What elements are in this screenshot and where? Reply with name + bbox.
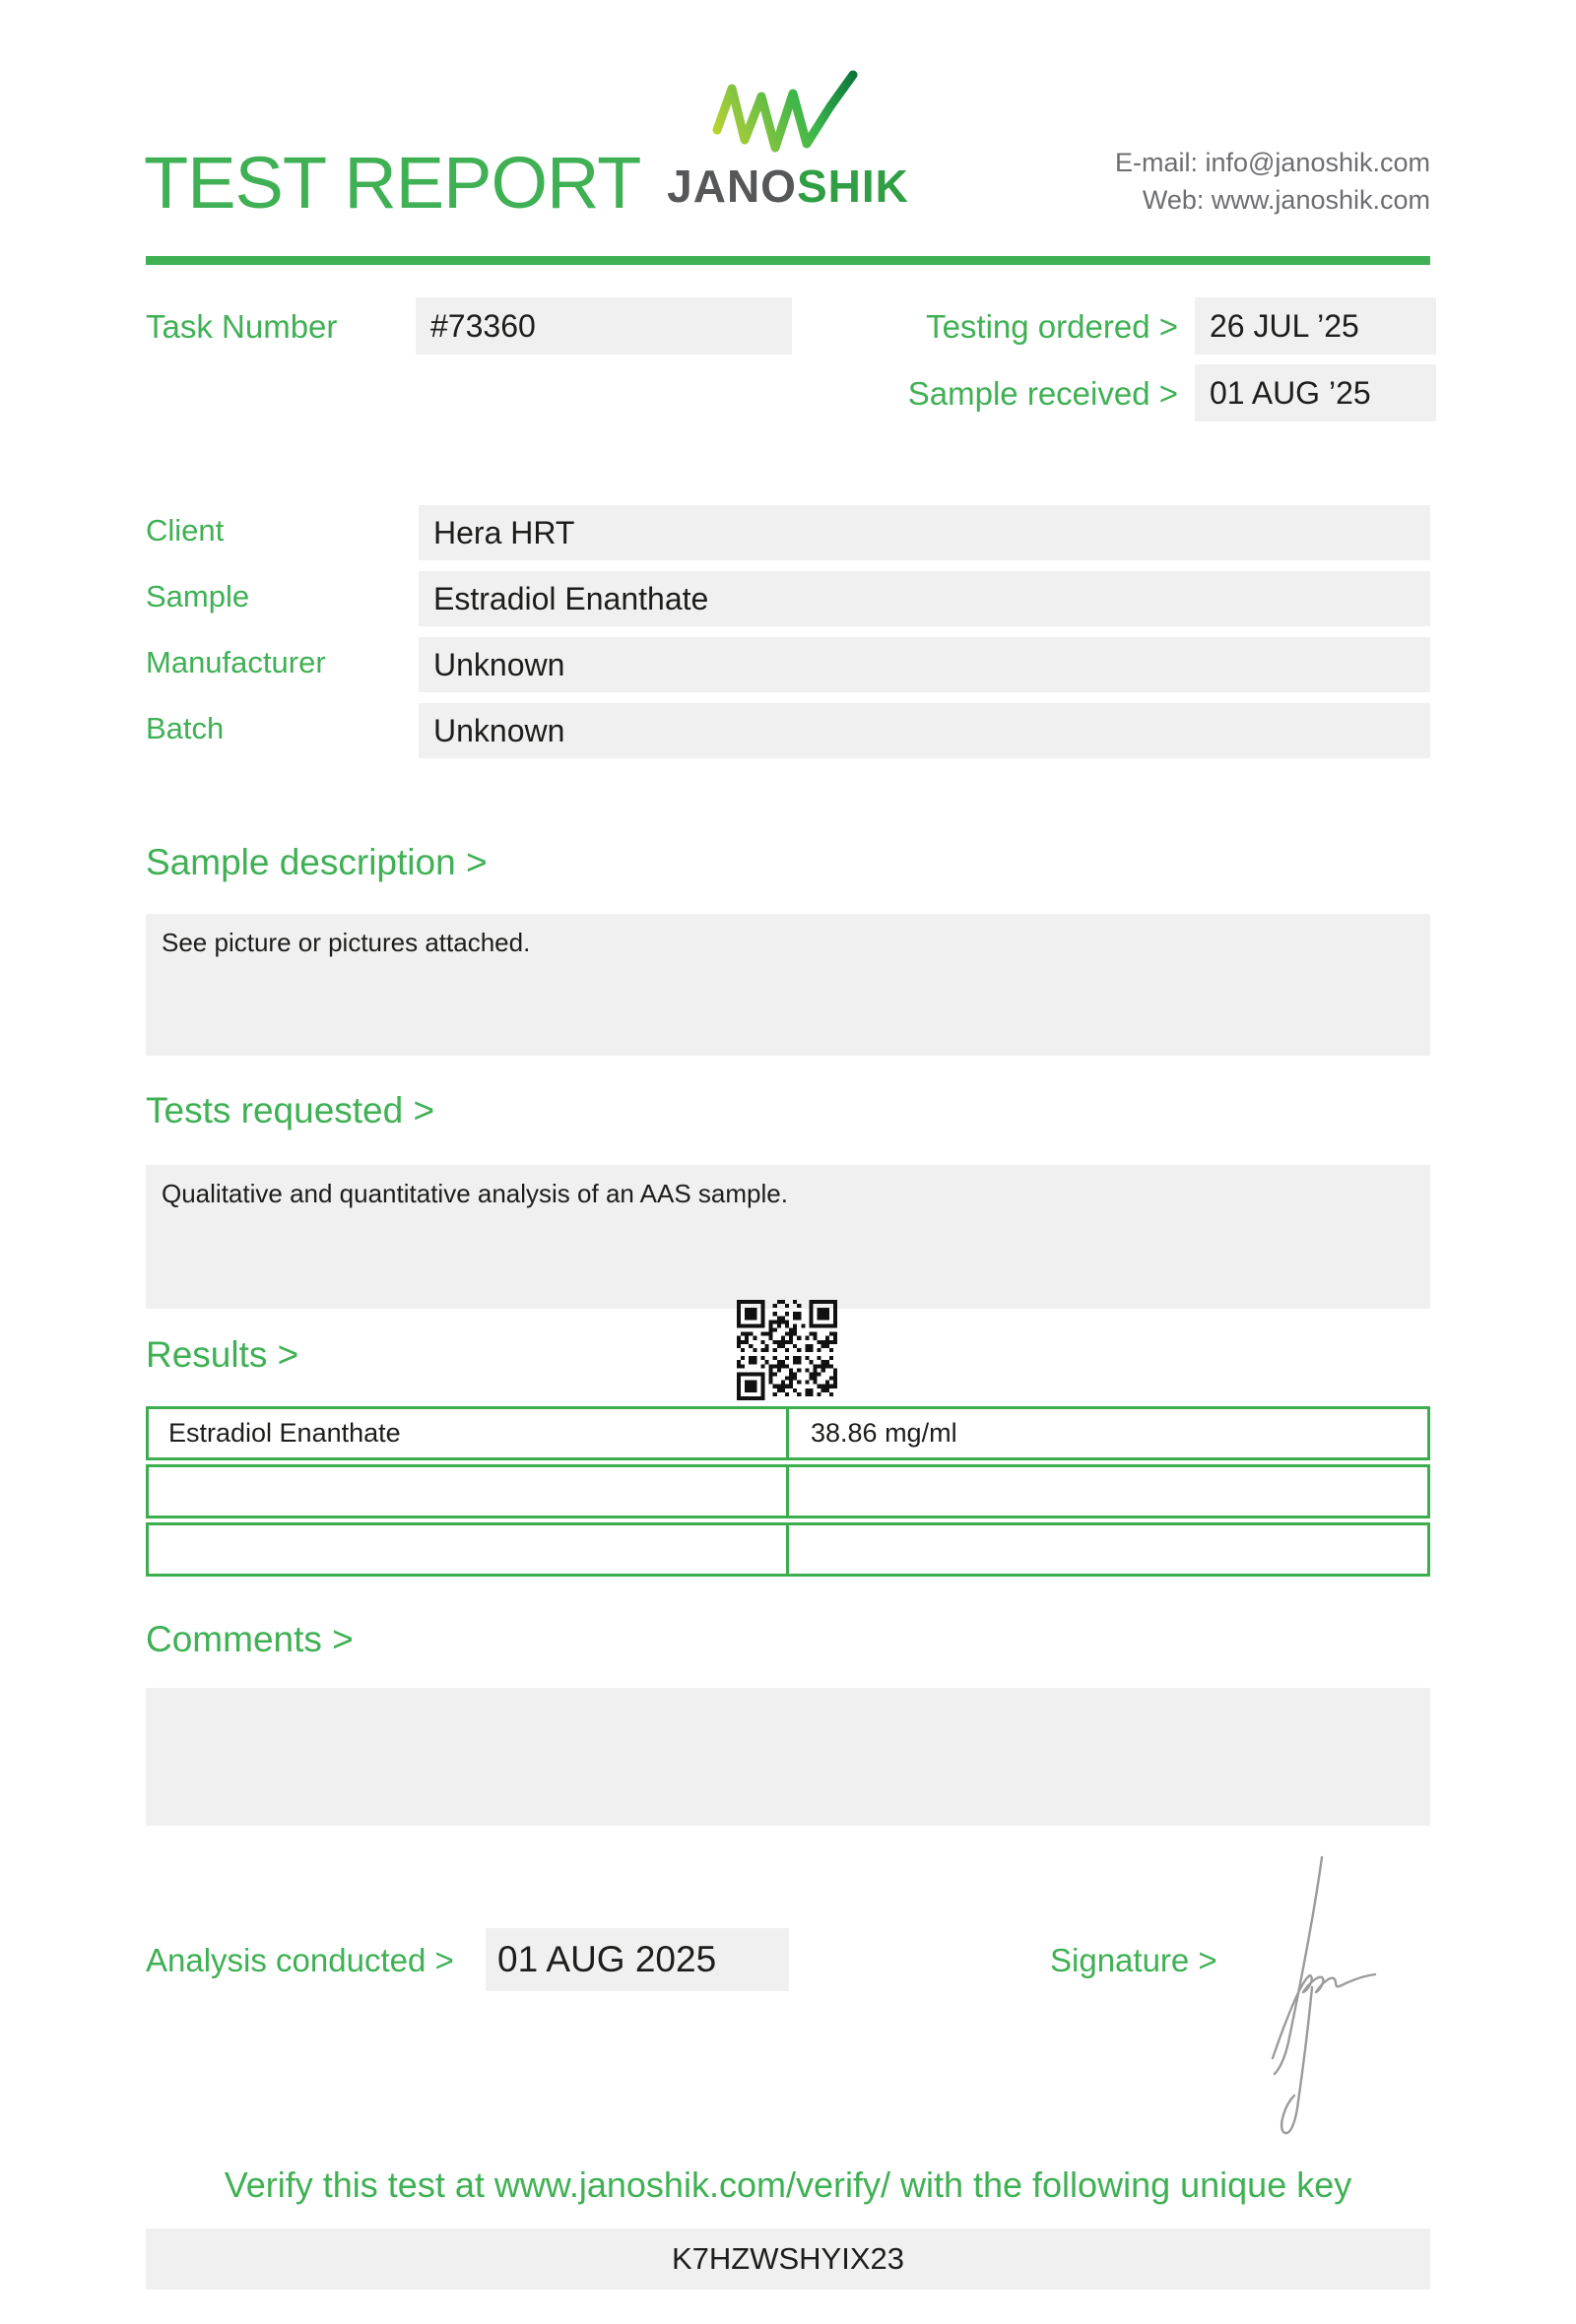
results-table-row	[146, 1522, 1430, 1577]
page-title: TEST REPORT	[144, 142, 641, 224]
sample-description-heading: Sample description >	[146, 842, 488, 882]
contact-web: Web: www.janoshik.com	[1142, 185, 1430, 215]
logo	[667, 160, 909, 213]
result-substance: Estradiol Enanthate	[149, 1409, 789, 1457]
tests-requested-text: Qualitative and quantitative analysis of an AAS sample.	[162, 1179, 788, 1208]
results-table-row	[146, 1406, 1430, 1460]
growth-chart-icon	[707, 67, 867, 161]
result-substance	[149, 1525, 789, 1574]
client-value: Hera HRT	[419, 505, 1430, 560]
header-divider	[146, 256, 1430, 265]
manufacturer-label: Manufacturer	[146, 645, 326, 679]
result-substance	[149, 1467, 789, 1516]
logo-shik: SHIK	[796, 161, 909, 212]
analysis-conducted-label: Analysis conducted >	[146, 1942, 454, 1978]
task-number-value: #73360	[416, 297, 792, 355]
results-table-row	[146, 1464, 1430, 1518]
client-label: Client	[146, 513, 225, 548]
signature-label: Signature >	[1050, 1942, 1217, 1978]
comments-heading: Comments >	[146, 1619, 354, 1659]
task-number-label: Task Number	[146, 308, 338, 345]
result-concentration: 38.86 mg/ml	[811, 1418, 957, 1448]
batch-value: Unknown	[419, 703, 1430, 758]
unique-key-box	[146, 2228, 1430, 2290]
sample-received-label: Sample received >	[907, 375, 1178, 412]
testing-ordered-label: Testing ordered >	[926, 308, 1178, 345]
sample-label: Sample	[146, 579, 250, 613]
logo-jano: JANO	[667, 161, 797, 212]
result-concentration	[789, 1525, 1427, 1574]
result-concentration	[789, 1467, 1427, 1516]
comments-box	[146, 1688, 1430, 1826]
sample-received-value: 01 AUG ’25	[1195, 364, 1436, 421]
handwritten-signature	[1269, 1849, 1387, 2145]
analysis-conducted-value: 01 AUG 2025	[486, 1928, 789, 1991]
sample-description-box	[146, 914, 1430, 1056]
sample-value: Estradiol Enanthate	[419, 571, 1430, 626]
qr-code-icon	[737, 1300, 837, 1400]
manufacturer-value: Unknown	[419, 637, 1430, 692]
sample-description-text: See picture or pictures attached.	[162, 928, 531, 957]
tests-requested-heading: Tests requested >	[146, 1090, 435, 1130]
testing-ordered-value: 26 JUL ’25	[1195, 297, 1436, 355]
tests-requested-box	[146, 1165, 1430, 1309]
batch-label: Batch	[146, 711, 225, 745]
contact-info	[1115, 144, 1430, 219]
results-heading: Results >	[146, 1334, 299, 1375]
unique-key: K7HZWSHYIX23	[671, 2241, 904, 2276]
contact-email: E-mail: info@janoshik.com	[1114, 148, 1430, 177]
verify-instruction: Verify this test at www.janoshik.com/verify/ with the following unique key	[224, 2164, 1352, 2205]
